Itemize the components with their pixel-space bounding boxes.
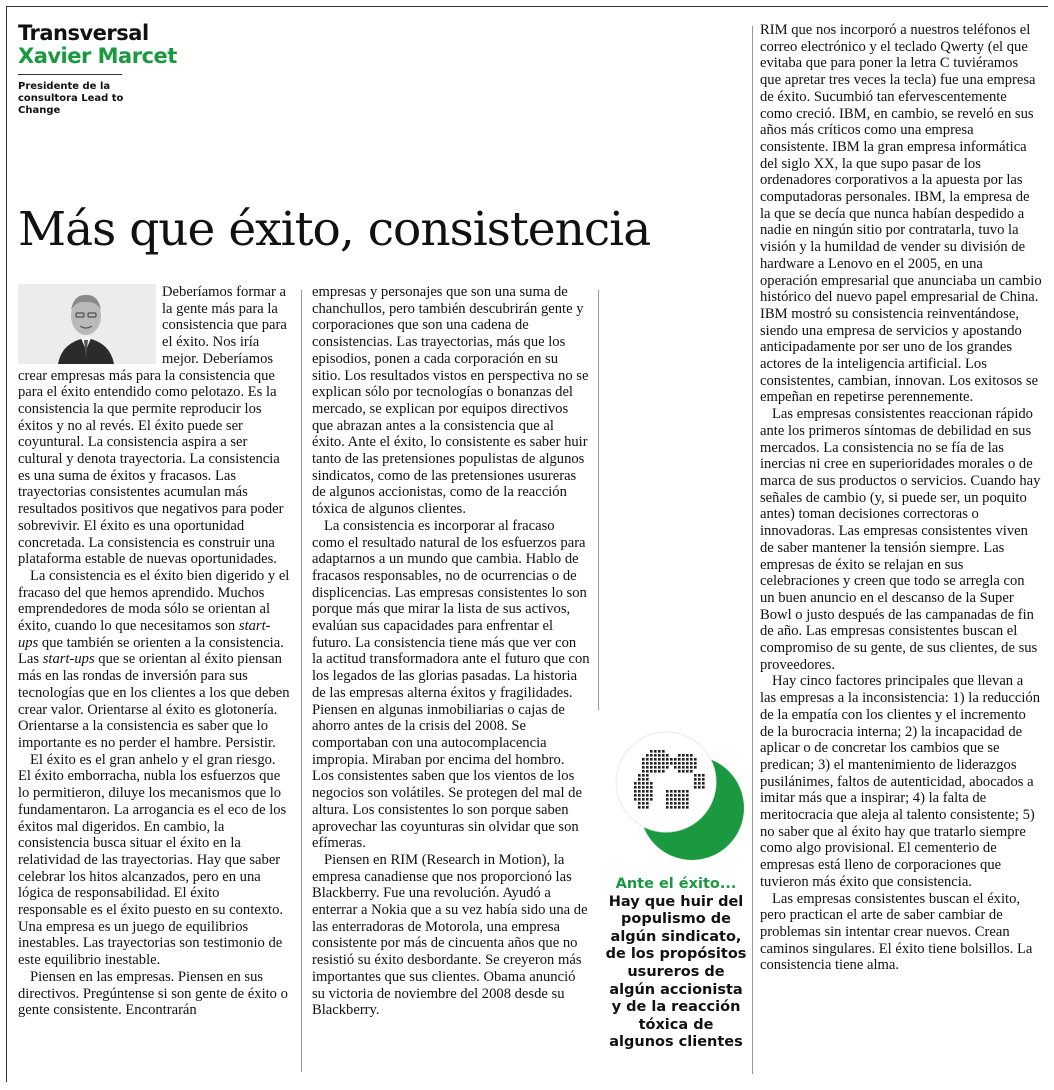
paragraph: Deberíamos formar a la gente más para la consistencia que para el éxito. Nos iría mejor. Deberíamos crear empresas más para la consistencia que para el éxito entendido como pelotazo. Es la consistencia la que permite reproducir los éxitos y no al revés. El éxito puede ser coyuntural. La consistencia aspira a ser cultural y denota trayectoria. La consistencia es una suma de éxitos y fracasos. Las trayectorias consistentes acumulan más resultados positivos que negativos para poder sobrevivir. El éxito es una oportunidad concretada. La consistencia es construir una plataforma estable de nuevas oportunidades. (18, 284, 287, 568)
column-divider (598, 290, 599, 710)
header-divider (18, 74, 122, 75)
paragraph: La consistencia es incorporar al fracaso como el resultado natural de los esfuerzos para adaptarnos a un mundo que cambia. Hablo de fracasos responsables, no de ocurrencias o de displicencias. Las empresas consistentes lo son porque más que mirar la lista de sus activos, evalúan sus capacidades para enfrentar el futuro. La consistencia tiene más que ver con la actitud transformadora ante el futuro que con los legados de las glorias pasadas. La historia de las empresas alterna éxitos y fragilidades. Piensen en algunas inmobiliarias o cajas de ahorro antes de la crisis del 2008. Se comportaban con una autocomplacencia impropia. Miraban por encima del hombro. Los consistentes saben que los vientos de los negocios son volátiles. Se protegen del mal de altura. Los consistentes lo son porque saben aprovechar las coyunturas sin olvidar que son efímeras. (312, 517, 590, 852)
article-headline: Más que éxito, consistencia (18, 202, 651, 257)
article-column-2 (312, 284, 590, 1019)
paragraph: El éxito es el gran anhelo y el gran riesgo. El éxito emborracha, nubla los esfuerzos que lo permitieron, diluye los mecanismos que lo fundamentaron. La arrogancia es el eco de los éxitos mal digeridos. En cambio, la consistencia busca situar el éxito en la relatividad de las trayectorias. Hay que saber celebrar los hitos alcanzados, pero en una lógica de responsabilidad. El éxito responsable es el éxito puesto en su contexto. Una empresa es un juego de equilibrios inestables. Las trayectorias son testimonio de este equilibrio inestable. (18, 751, 287, 969)
paragraph: Piensen en RIM (Research in Motion), la empresa canadiense que nos proporcionó las Blackberry. Fue una revolución. Ayudó a enterrar a Nokia que a su vez había sido una de las enterradoras de Motorola, una empresa consistente por más de cincuenta años que no resistió su éxito desbordante. Se creyeron más importantes que sus clientes. Obama anunció su victoria de noviembre del 2008 desde su Blackberry. (312, 851, 588, 1019)
author-photo-image (18, 284, 156, 364)
paragraph: RIM que nos incorporó a nuestros teléfonos el correo electrónico y el teclado Qwerty (el que evitaba que para poner la letra C tuviéramos que apretar tres veces la tecla) fue una empresa de éxito. Sucumbió tan efervescentemente como creció. IBM, en cambio, se reveló en sus años más críticos como una empresa consistente. IBM la gran empresa informática del siglo XX, la que supo pasar de los ordenadores corporativos a la apuesta por las computadoras personales. IBM, la empresa de la que se decía que nunca habían despedido a nadie en ningún sitio por contratarla, tuvo la visión y la humildad de vender su división de hardware a Lenovo en el 2005, en una operación empresarial que anunciaba un cambio histórico del nuevo papel empresarial de China. IBM mostró su consistencia reinventándose, siendo una empresa de servicios y apostando anticipadamente por ser uno de los grandes actores de la inteligencia artificial. Los consistentes, cambian, innovan. Los exitosos se empeñan en repetirse perennemente. (760, 22, 1042, 406)
article-column-1 (18, 284, 290, 1019)
paragraph: Hay cinco factores principales que llevan a las empresas a la inconsistencia: 1) la reducción de la empatía con los clientes y el incremento de la burocracia interna; 2) la incapacidad de aplicar o de concretar los cambios que se predican; 3) el mantenimiento de liderazgos pusilánimes, faltos de autenticidad, abocados a imitar más que a inspirar; 4) la falta de meritocracia que aleja al talento consistente; 5) no saber que al éxito hay que tratarlo siempre como algo provisional. El cementerio de empresas está lleno de corporaciones que tuvieron más éxito que consistencia. (760, 673, 1041, 890)
paragraph: Las empresas consistentes buscan el éxito, pero practican el arte de saber cambiar de problemas sin intentar crear nuevos. Crean caminos singulares. El éxito tiene bolsillos. La consistencia tiene alma. (760, 890, 1033, 974)
section-name: Transversal (18, 21, 149, 45)
column-divider (752, 26, 753, 1074)
column-divider (301, 290, 302, 1072)
pull-quote (604, 876, 748, 1052)
paragraph: Piensen en las empresas. Piensen en sus directivos. Pregúntense si son gente de éxito o gente consistente. Encontrarán (18, 968, 288, 1019)
paragraph: Las empresas consistentes reaccionan rápido ante los primeros síntomas de debilidad en sus mercados. La consistencia no se fía de las inercias ni cree en superioridades morales o de marca de sus productos o servicios. Cuando hay señales de cambio (y, si puede ser, un poquito antes) toman decisiones correctoras o innovadoras. Las empresas consistentes viven de saber mantener la tensión siempre. Las empresas de éxito se relajan en sus celebraciones y creen que todo se arregla con un buen anuncio en el descanso de la Super Bowl o justo después de las campanadas de fin de año. Las empresas consistentes buscan el compromiso de su gente, de sus clientes, de sus proveedores. (760, 406, 1041, 673)
author-photo (18, 284, 156, 364)
column-header (18, 22, 208, 117)
pull-quote-text: Hay que huir del populismo de algún sindicato, de los propósitos usureros de algún accionista y de la reacción tóxica de algunos clientes (605, 893, 747, 1051)
globe-icon (606, 728, 746, 868)
article-column-3 (760, 22, 1042, 974)
author-role: Presidente de la consultora Lead to Change (18, 81, 124, 116)
pull-quote-lead: Ante el éxito... (615, 876, 737, 892)
author-name: Xavier Marcet (18, 44, 177, 68)
paragraph: La consistencia es el éxito bien digerido y el fracaso del que hemos aprendido. Muchos emprendedores de moda sólo se orientan al éxito, cuando lo que necesitamos son start-ups que también se orienten a la consistencia. Las start-ups que se orientan al éxito piensan más en las rondas de inversión para sus tecnologías que en los clientes a los que deben crear valor. Orientarse al éxito es glotonería. Orientarse a la consistencia es saber que lo importante es no perder el hambre. Persistir. (18, 567, 290, 751)
paragraph: empresas y personajes que son una suma de chanchullos, pero también descubrirán gente y corporaciones que son una cadena de consistencias. Las trayectorias, más que los episodios, ponen a cada corporación en su sitio. Los resultados vistos en perspectiva no se explican sólo por tecnologías o bonanzas del mercado, se explican por equipos directivos que abrazan antes a la consistencia que al éxito. Ante el éxito, lo consistente es saber huir tanto de las pretensiones populistas de algunos sindicatos, como de las pretensiones usureras de algunos accionistas, como de la reacción tóxica de algunos clientes. (312, 284, 589, 518)
